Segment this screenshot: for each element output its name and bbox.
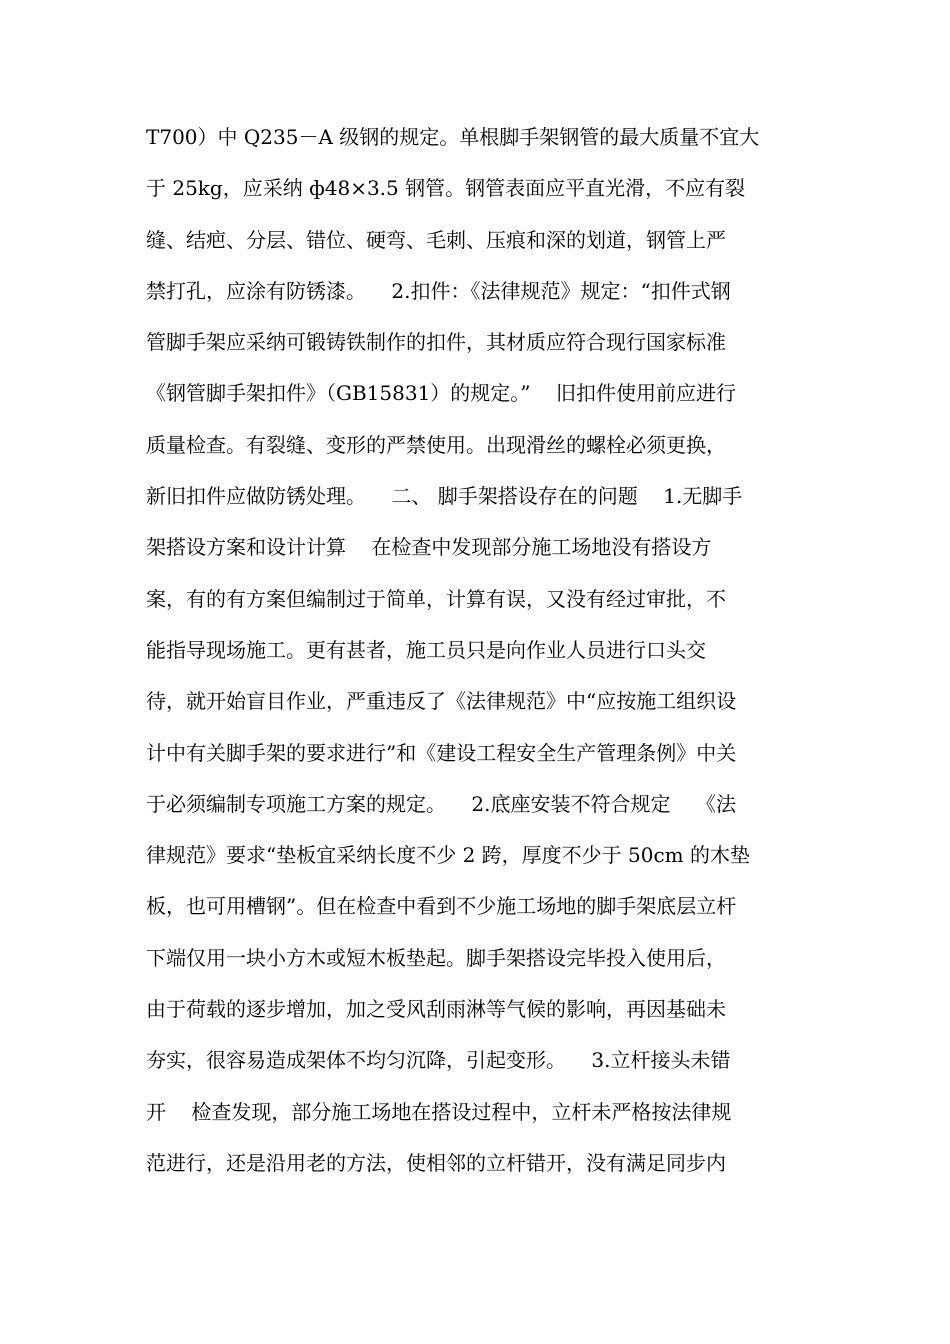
text-line: T700）中 Q235－A 级钢的规定。单根脚手架钢管的最大质量不宜大 bbox=[146, 125, 760, 149]
text-line: 计中有关脚手架的要求进行”和《建设工程安全生产管理条例》中关 bbox=[146, 740, 737, 765]
text-line: 能指导现场施工。更有甚者，施工员只是向作业人员进行口头交 bbox=[146, 637, 706, 662]
text-line: 质量检查。有裂缝、变形的严禁使用。出现滑丝的螺栓必须更换， bbox=[146, 432, 726, 457]
text-line: 律规范》要求“垫板宜采纳长度不少 2 跨，厚度不少于 50cm 的木垫 bbox=[146, 843, 750, 868]
text-line: 由于荷载的逐步增加，加之受风刮雨淋等气候的影响，再因基础未 bbox=[146, 997, 726, 1022]
text-line: 夯实，很容易造成架体不均匀沉降，引起变形。 3.立杆接头未错 bbox=[146, 1048, 731, 1073]
text-line: 缝、结疤、分层、错位、硬弯、毛刺、压痕和深的划道，钢管上严 bbox=[146, 227, 726, 252]
text-line: 《钢管脚手架扣件》（GB15831）的规定。” 旧扣件使用前应进行 bbox=[146, 381, 736, 406]
text-line: 于必须编制专项施工方案的规定。 2.底座安装不符合规定 《法 bbox=[146, 791, 736, 816]
text-line: 案，有的有方案但编制过于简单，计算有误，又没有经过审批，不 bbox=[146, 586, 726, 611]
text-line: 架搭设方案和设计计算 在检查中发现部分施工场地没有搭设方 bbox=[146, 535, 712, 560]
text-line: 于 25kg，应采纳 ф48×3.5 钢管。钢管表面应平直光滑，不应有裂 bbox=[146, 176, 746, 201]
text-line: 下端仅用一块小方木或短木板垫起。脚手架搭设完毕投入使用后， bbox=[146, 945, 726, 970]
body-text bbox=[146, 117, 816, 1194]
text-line: 禁打孔，应涂有防锈漆。 2.扣件：《法律规范》规定：“扣件式钢 bbox=[146, 278, 731, 303]
text-line: 管脚手架应采纳可锻铸铁制作的扣件，其材质应符合现行国家标准 bbox=[146, 330, 726, 355]
text-line: 待，就开始盲目作业，严重违反了《法律规范》中“应按施工组织设 bbox=[146, 689, 737, 714]
text-line: 开 检查发现，部分施工场地在搭设过程中，立杆未严格按法律规 bbox=[146, 1099, 732, 1124]
text-line: 板，也可用槽钢”。但在检查中看到不少施工场地的脚手架底层立杆 bbox=[146, 894, 737, 919]
text-line: 范进行，还是沿用老的方法，使相邻的立杆错开，没有满足同步内 bbox=[146, 1150, 726, 1175]
text-line: 新旧扣件应做防锈处理。 二、 脚手架搭设存在的问题 1.无脚手 bbox=[146, 484, 743, 509]
